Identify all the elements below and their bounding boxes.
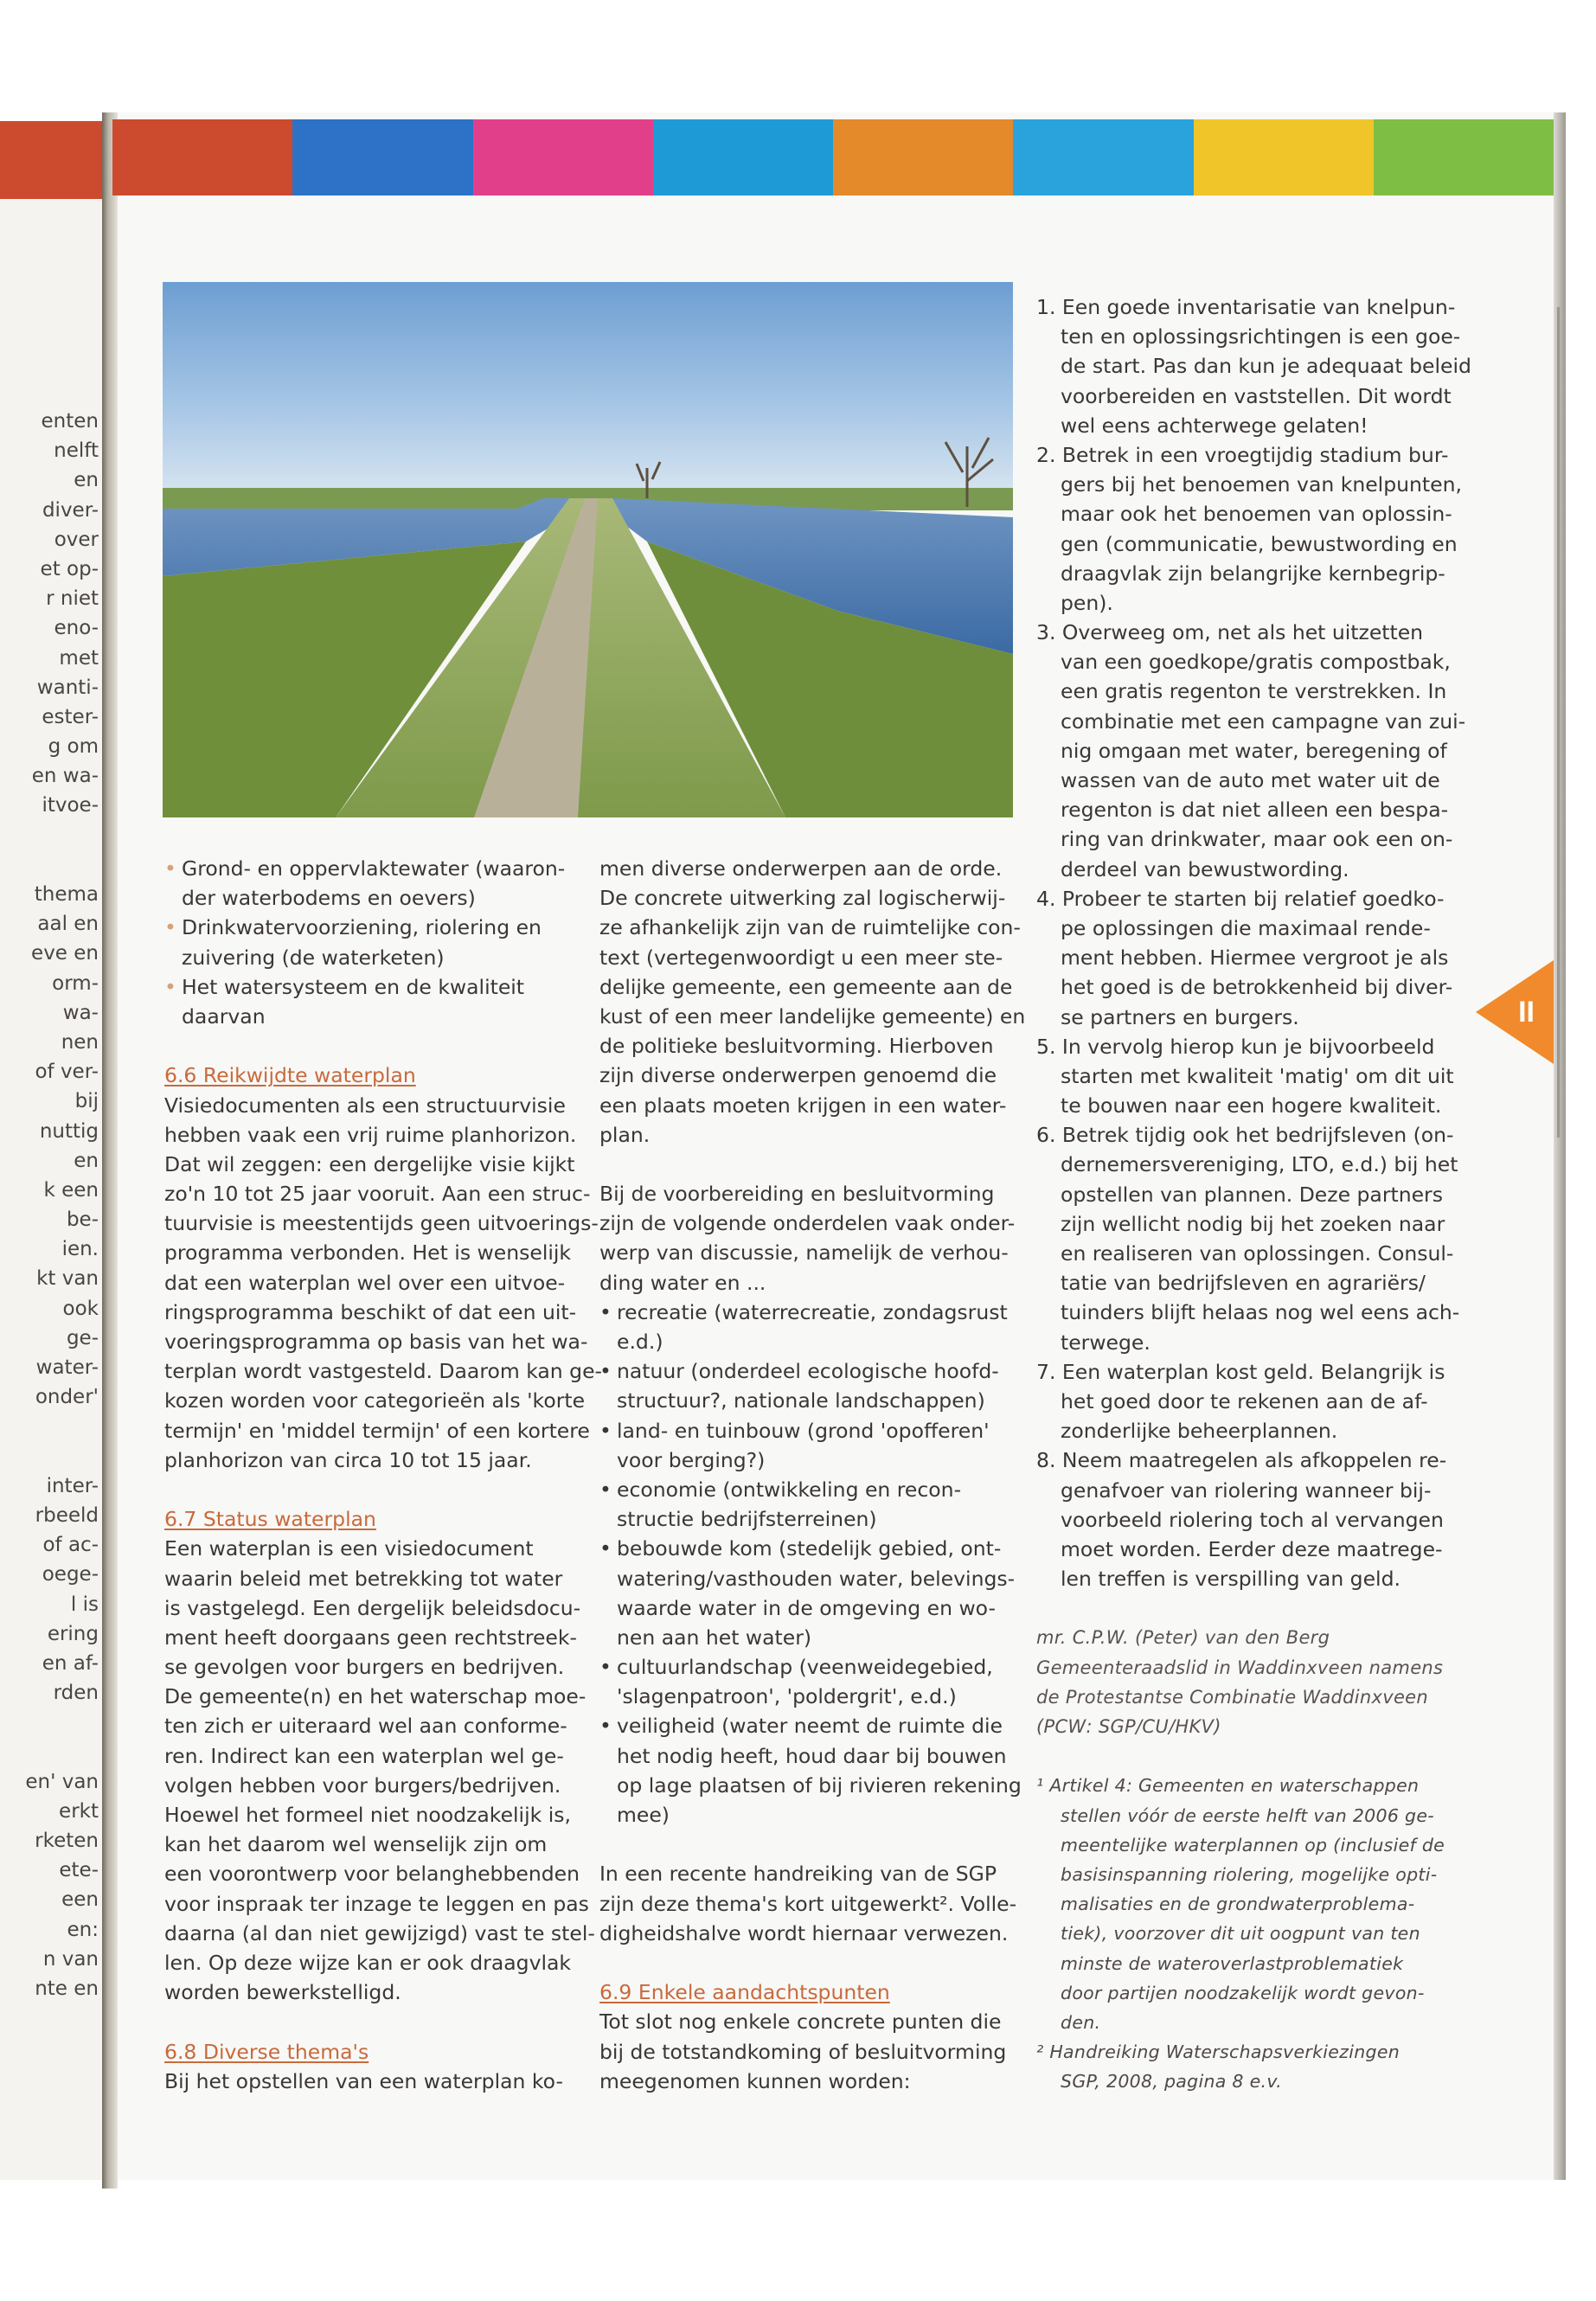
- left-page-line: eno-: [54, 617, 99, 640]
- bullet-text: economie (ontwikkeling en recon-: [617, 1477, 962, 1502]
- numbered-item-line: len treffen is verspilling van geld.: [1061, 1567, 1401, 1592]
- paragraph-line: text (vertegenwoordigt u een meer ste-: [599, 945, 1003, 970]
- color-band: [653, 119, 833, 195]
- bullet-marker: •: [599, 1655, 612, 1680]
- left-page-line: eve en: [31, 942, 99, 965]
- footnote-line: basisinspanning riolering, mogelijke opti-: [1061, 1863, 1438, 1885]
- numbered-item-line: zonderlijke beheerplannen.: [1061, 1419, 1338, 1444]
- footnote-line: tiek), voorzover dit uit oogpunt van ten: [1061, 1923, 1420, 1945]
- numbered-item-line: zijn wellicht nodig bij het zoeken naar: [1061, 1211, 1445, 1236]
- chapter-tab-label: II: [1518, 996, 1535, 1029]
- paragraph-line: waarin beleid met betrekking tot water: [164, 1566, 563, 1591]
- page-edge-shadow: [1554, 112, 1566, 2180]
- bullet-line: [599, 1298, 1015, 1327]
- bullet-line: [599, 1416, 1015, 1445]
- paragraph-line: ren. Indirect kan een waterplan wel ge-: [164, 1743, 564, 1768]
- section-heading-6-8: 6.8 Diverse thema's: [164, 2039, 369, 2064]
- paragraph-line: programma verbonden. Het is wenselijk: [164, 1240, 572, 1266]
- color-band: [1013, 119, 1193, 195]
- footnote-line: malisaties en de grondwaterproblema-: [1061, 1894, 1415, 1915]
- paragraph-line: een voorontwerp voor belanghebbenden: [164, 1862, 580, 1887]
- bullet-line: [599, 1564, 1015, 1593]
- bullet-text: Grond- en oppervlaktewater (waaron-: [182, 856, 566, 881]
- paragraph-line: Bij het opstellen van een waterplan ko-: [164, 2068, 563, 2093]
- left-page-line: bij: [74, 1090, 99, 1113]
- left-page-line: n van: [42, 1947, 99, 1971]
- numbered-item-line: genafvoer van riolering wanneer bij-: [1061, 1477, 1432, 1503]
- numbered-item-line: de start. Pas dan kun je adequaat beleid: [1061, 354, 1471, 379]
- paragraph-line: ringsprogramma beschikt of dat een uit-: [164, 1299, 577, 1324]
- bullet-line: [599, 1386, 1015, 1415]
- bullet-marker: •: [599, 1477, 612, 1502]
- numbered-item-line: te bouwen naar een hogere kwaliteit.: [1061, 1093, 1442, 1118]
- bullet-text: structie bedrijfsterreinen): [617, 1507, 877, 1532]
- left-page-line: een: [61, 1888, 99, 1912]
- numbered-item-line: combinatie met een campagne van zui-: [1061, 708, 1466, 734]
- numbered-item-line: maar ook het benoemen van oplossin-: [1061, 502, 1452, 527]
- left-page-line: rden: [53, 1682, 99, 1705]
- text-column-1: [164, 854, 603, 2096]
- footnote-line: door partijen noodzakelijk wordt gevon-: [1061, 1982, 1425, 2003]
- bullet-text: zuivering (de waterketen): [182, 945, 445, 970]
- bullet-text: land- en tuinbouw (grond 'opofferen': [617, 1418, 990, 1443]
- left-page-line: [3, 850, 99, 880]
- left-page-line: rketen: [35, 1830, 99, 1852]
- paragraph-line: volgen hebben voor burgers/bedrijven.: [164, 1772, 561, 1798]
- bullet-text: waarde water in de omgeving en wo-: [617, 1595, 996, 1620]
- paragraph-line: bij de totstandkoming of besluitvorming: [599, 2039, 1007, 2064]
- paragraph-line: Visiedocumenten als een structuurvisie: [164, 1093, 566, 1118]
- paragraph-line: len. Op deze wijze kan er ook draagvlak: [164, 1950, 572, 1975]
- left-page-line: inter-: [46, 1474, 99, 1497]
- numbered-item-line: wel eens achterwege gelaten!: [1061, 413, 1368, 438]
- numbered-item-line: ring van drinkwater, maar ook een on-: [1061, 827, 1453, 852]
- left-page-line: ge-: [66, 1326, 99, 1349]
- color-band: [1194, 119, 1374, 195]
- signature-line: (PCW: SGP/CU/HKV): [1036, 1716, 1221, 1737]
- bullet-marker: •: [164, 856, 176, 881]
- paragraph-line: kust of een meer landelijke gemeente) en: [599, 1003, 1026, 1029]
- bullet-text: op lage plaatsen of bij rivieren rekening: [617, 1772, 1022, 1798]
- bullet-marker: •: [599, 1359, 612, 1384]
- numbered-item-line: gen (communicatie, bewustwording en: [1061, 531, 1458, 556]
- left-page-line: water-: [35, 1356, 99, 1379]
- bullet-text: cultuurlandschap (veenweidegebied,: [617, 1655, 993, 1680]
- numbered-item-line: ment hebben. Hiermee vergroot je als: [1061, 945, 1449, 971]
- paragraph-line: dat een waterplan wel over een uitvoe-: [164, 1270, 566, 1295]
- numbered-item-line: 4. Probeer te starten bij relatief goedko-: [1036, 886, 1445, 911]
- paragraph-line: voor inspraak ter inzage te leggen en pas: [164, 1891, 589, 1916]
- numbered-item-line: ten en oplossingsrichtingen is een goe-: [1061, 324, 1461, 349]
- bullet-text: bebouwde kom (stedelijk gebied, ont-: [617, 1536, 1002, 1561]
- bullet-line: [599, 1356, 1015, 1386]
- paragraph-line: daarna (al dan niet gewijzigd) vast te stel-: [164, 1920, 595, 1945]
- bullet-text: het nodig heeft, houd daar bij bouwen: [617, 1743, 1007, 1768]
- paragraph-gap: [599, 1830, 1015, 1859]
- color-band: [112, 119, 292, 195]
- left-page-line: diver-: [42, 498, 99, 522]
- bullet-text: voor berging?): [617, 1447, 766, 1472]
- left-page-edge: [0, 121, 102, 2180]
- paragraph-line: ze afhankelijk zijn van de ruimtelijke con-: [599, 915, 1021, 940]
- footnote-line: ² Handreiking Waterschapsverkiezingen: [1036, 2041, 1401, 2063]
- text-column-2: [599, 854, 1026, 2096]
- left-page-line: of ac-: [42, 1534, 99, 1557]
- bullet-line: [599, 1445, 1015, 1475]
- color-band: [1374, 119, 1554, 195]
- numbered-item-line: het goed is de betrokkenheid bij diver-: [1061, 975, 1453, 1000]
- left-page-line: onder': [35, 1386, 99, 1409]
- numbered-item-line: 8. Neem maatregelen als afkoppelen re-: [1036, 1448, 1447, 1473]
- left-page-line: be-: [66, 1208, 99, 1232]
- paragraph-gap: [1036, 1741, 1452, 1771]
- bullet-text: Drinkwatervoorziening, riolering en: [182, 915, 542, 940]
- paragraph-line: Hoewel het formeel niet noodzakelijk is,: [164, 1803, 571, 1827]
- bullet-line: [164, 943, 571, 972]
- bullet-marker: •: [599, 1299, 612, 1324]
- numbered-item-line: moet worden. Eerder deze maatrege-: [1061, 1536, 1443, 1561]
- paragraph-gap: [164, 2007, 571, 2036]
- color-band: [292, 119, 472, 195]
- bullet-text: recreatie (waterrecreatie, zondagsrust: [617, 1299, 1008, 1324]
- left-page-line: [3, 1442, 99, 1471]
- signature-line: de Protestantse Combinatie Waddinxveen: [1036, 1686, 1429, 1708]
- paragraph-line: de politieke besluitvorming. Hierboven: [599, 1034, 994, 1059]
- paragraph-line: meegenomen kunnen worden:: [599, 2068, 911, 2093]
- bullet-text: daarvan: [182, 1003, 266, 1029]
- bullet-marker: •: [164, 915, 176, 940]
- bullet-line: [164, 972, 571, 1002]
- left-page-line: itvoe-: [42, 794, 99, 817]
- bullet-line: [599, 1652, 1015, 1682]
- paragraph-line: men diverse onderwerpen aan de orde.: [599, 856, 1003, 881]
- margin-rule: [1557, 307, 1560, 1138]
- bullet-line: [599, 1534, 1015, 1563]
- bullet-text: veiligheid (water neemt de ruimte die: [617, 1714, 1003, 1739]
- paragraph-line: tuurvisie is meestentijds geen uitvoerings-: [164, 1211, 599, 1236]
- numbered-item-line: en realiseren van oplossingen. Consul-: [1061, 1241, 1454, 1266]
- numbered-item-line: starten met kwaliteit 'matig' om dit uit: [1061, 1063, 1454, 1088]
- left-page-line: erkt: [59, 1799, 99, 1823]
- left-page-line: kt van: [36, 1267, 99, 1291]
- footnote-line: den.: [1061, 2011, 1101, 2033]
- left-page-line: en: [74, 1149, 99, 1172]
- paragraph-gap: [599, 1150, 1015, 1179]
- paragraph-line: werp van discussie, namelijk de verhou-: [599, 1240, 1009, 1266]
- bullet-marker: •: [599, 1418, 612, 1443]
- left-page-color-edge: [0, 121, 102, 199]
- left-page-line: orm-: [52, 971, 99, 995]
- footnote-line: stellen vóór de eerste helft van 2006 ge-: [1061, 1804, 1434, 1826]
- numbered-item-line: draagvlak zijn belangrijke kernbegrip-: [1061, 561, 1445, 586]
- bullet-text: 'slagenpatroon', 'poldergrit', e.d.): [617, 1684, 957, 1709]
- numbered-item-line: regenton is dat niet alleen een bespa-: [1061, 798, 1449, 823]
- bullet-text: natuur (onderdeel ecologische hoofd-: [617, 1359, 999, 1384]
- numbered-item-line: dernemersvereniging, LTO, e.d.) bij het: [1061, 1152, 1458, 1177]
- left-page-line: wa-: [62, 1001, 99, 1024]
- paragraph-line: delijke gemeente, een gemeente aan de: [599, 974, 1013, 999]
- left-page-line: ook: [62, 1297, 99, 1320]
- numbered-item-line: se partners en burgers.: [1061, 1004, 1299, 1029]
- color-strip: [112, 119, 1554, 195]
- chapter-tab-arrow: [1476, 960, 1554, 1064]
- section-heading-6-6: 6.6 Reikwijdte waterplan: [164, 1063, 416, 1088]
- paragraph-line: hebben vaak een vrij ruime planhorizon.: [164, 1122, 577, 1147]
- left-page-line: ering: [47, 1622, 99, 1645]
- left-page-line: ete-: [59, 1859, 99, 1882]
- paragraph-line: is vastgelegd. Een dergelijk beleidsdocu-: [164, 1595, 581, 1620]
- left-page-line: [3, 1412, 99, 1441]
- bullet-text: watering/vasthouden water, belevings-: [617, 1566, 1016, 1591]
- bullet-line: [599, 1800, 1015, 1830]
- left-page-line: nte en: [35, 1977, 99, 2000]
- left-page-line: enten: [41, 410, 99, 433]
- paragraph-line: ment heeft doorgaans geen rechtstreek-: [164, 1625, 577, 1650]
- bullet-line: [599, 1327, 1015, 1356]
- signature-line: Gemeenteraadslid in Waddinxveen namens: [1036, 1657, 1444, 1678]
- bullet-line: [164, 883, 571, 913]
- bullet-line: [599, 1623, 1015, 1652]
- bullet-line: [164, 1002, 571, 1031]
- landscape-photo: [163, 282, 1013, 817]
- left-page-text: [3, 407, 99, 2003]
- paragraph-gap: [1036, 1593, 1452, 1623]
- paragraph-line: worden bewerkstelligd.: [164, 1980, 401, 2005]
- paragraph-line: termijn' en 'middel termijn' of een kortere: [164, 1418, 590, 1443]
- paragraph-line: De concrete uitwerking zal logischerwij-: [599, 886, 1006, 911]
- numbered-item-line: pe oplossingen die maximaal rende-: [1061, 915, 1431, 940]
- paragraph-gap: [164, 1475, 571, 1504]
- footnote-line: SGP, 2008, pagina 8 e.v.: [1061, 2071, 1282, 2093]
- bullet-line: [599, 1475, 1015, 1504]
- numbered-item-line: tatie van bedrijfsleven en agrariërs/: [1061, 1271, 1426, 1296]
- numbered-item-line: 1. Een goede inventarisatie van knelpun-: [1036, 295, 1456, 319]
- left-page-line: nuttig: [39, 1119, 99, 1143]
- color-band: [473, 119, 653, 195]
- left-page-line: en wa-: [31, 765, 99, 788]
- paragraph-line: se gevolgen voor burgers en bedrijven.: [164, 1655, 565, 1680]
- bullet-line: [599, 1504, 1015, 1534]
- left-page-line: k een: [43, 1178, 99, 1202]
- numbered-item-line: van een goedkope/gratis compostbak,: [1061, 650, 1451, 675]
- paragraph-line: ten zich er uiteraard wel aan conforme-: [164, 1714, 567, 1739]
- paragraph-line: terplan wordt vastgesteld. Daarom kan ge-: [164, 1359, 603, 1384]
- paragraph-line: voeringsprogramma op basis van het wa-: [164, 1330, 588, 1354]
- numbered-item-line: 3. Overweeg om, net als het uitzetten: [1036, 620, 1424, 645]
- left-page-line: nelft: [54, 439, 99, 463]
- paragraph-line: Een waterplan is een visiedocument: [164, 1536, 534, 1561]
- paragraph-line: Tot slot nog enkele concrete punten die: [599, 2009, 1002, 2035]
- bullet-line: [599, 1682, 1015, 1711]
- paragraph-line: kozen worden voor categorieën als 'korte: [164, 1388, 586, 1413]
- numbered-item-line: voorbeeld riolering toch al vervangen: [1061, 1507, 1444, 1532]
- bullet-text: e.d.): [617, 1330, 663, 1354]
- bullet-line: [599, 1593, 1015, 1623]
- numbered-item-line: tuinders blijft helaas nog wel eens ach-: [1061, 1300, 1460, 1325]
- bullet-text: mee): [617, 1803, 670, 1827]
- bullet-line: [164, 913, 571, 942]
- paragraph-line: een plaats moeten krijgen in een water-: [599, 1093, 1007, 1118]
- paragraph-line: zijn diverse onderwerpen genoemd die: [599, 1063, 997, 1088]
- numbered-item-line: nig omgaan met water, beregening of: [1061, 738, 1447, 763]
- left-page-line: ester-: [42, 705, 99, 728]
- paragraph-line: zijn de volgende onderdelen vaak onder-: [599, 1211, 1016, 1236]
- paragraph-gap: [599, 1948, 1015, 1977]
- bullet-line: [599, 1771, 1022, 1800]
- paragraph-gap: [164, 1031, 571, 1061]
- left-page-line: [3, 1737, 99, 1766]
- paragraph-line: planhorizon van circa 10 tot 15 jaar.: [164, 1447, 532, 1472]
- bullet-marker: •: [164, 974, 176, 999]
- section-heading-6-9: 6.9 Enkele aandachtspunten: [599, 1980, 890, 2005]
- left-page-line: met: [59, 646, 99, 670]
- paragraph-line: De gemeente(n) en het waterschap moe-: [164, 1684, 586, 1709]
- footnote-line: meentelijke waterplannen op (inclusief de: [1061, 1834, 1445, 1856]
- numbered-item-line: derdeel van bewustwording.: [1061, 856, 1349, 881]
- paragraph-line: digheidshalve wordt hiernaar verwezen.: [599, 1920, 1009, 1945]
- paragraph-line: ding water en ...: [599, 1270, 766, 1295]
- left-page-line: aal en: [37, 913, 99, 936]
- left-page-line: [3, 1708, 99, 1737]
- text-column-3: [1036, 292, 1471, 2096]
- bullet-line: [164, 854, 571, 883]
- numbered-item-line: gers bij het benoemen van knelpunten,: [1061, 472, 1462, 497]
- bullet-line: [599, 1711, 1015, 1740]
- left-page-line: [3, 821, 99, 850]
- left-page-line: et op-: [40, 557, 99, 580]
- numbered-item-line: 2. Betrek in een vroegtijdig stadium bur-: [1036, 442, 1449, 467]
- left-page-line: ien.: [61, 1238, 99, 1261]
- paragraph-line: Bij de voorbereiding en besluitvorming: [599, 1182, 995, 1207]
- paragraph-line: zijn deze thema's kort uitgewerkt². Volle-: [599, 1891, 1017, 1916]
- numbered-item-line: een gratis regenton te verstrekken. In: [1061, 679, 1447, 704]
- numbered-item-line: opstellen van plannen. Deze partners: [1061, 1182, 1443, 1207]
- numbered-item-line: terwege.: [1061, 1330, 1151, 1355]
- bullet-text: der waterbodems en oevers): [182, 886, 476, 911]
- left-page-line: oege-: [42, 1563, 99, 1586]
- numbered-item-line: voorbereiden en vaststellen. Dit wordt: [1061, 383, 1452, 408]
- left-page-line: l is: [70, 1593, 99, 1616]
- left-page-line: en' van: [25, 1770, 99, 1793]
- numbered-item-line: 5. In vervolg hierop kun je bijvoorbeeld: [1036, 1034, 1435, 1059]
- paragraph-line: plan.: [599, 1122, 651, 1147]
- paragraph-line: kan het daarom wel wenselijk zijn om: [164, 1832, 548, 1857]
- numbered-item-line: 7. Een waterplan kost geld. Belangrijk is: [1036, 1359, 1445, 1384]
- left-page-line: rbeeld: [35, 1503, 99, 1527]
- bullet-marker: •: [599, 1714, 612, 1739]
- section-heading-6-7: 6.7 Status waterplan: [164, 1507, 376, 1532]
- bullet-marker: •: [599, 1536, 612, 1561]
- left-page-line: of ver-: [35, 1061, 99, 1084]
- footnote-line: minste de wateroverlastproblematiek: [1061, 1952, 1404, 1974]
- chapter-tab: [1476, 960, 1554, 1064]
- paragraph-line: zo'n 10 tot 25 jaar vooruit. Aan een struc-: [164, 1182, 591, 1207]
- bullet-text: nen aan het water): [617, 1625, 812, 1650]
- bullet-text: structuur?, nationale landschappen): [617, 1388, 985, 1413]
- left-page-line: en af-: [42, 1651, 99, 1675]
- numbered-item-line: wassen van de auto met water uit de: [1061, 768, 1440, 792]
- left-page-line: r niet: [46, 587, 99, 611]
- left-page-line: thema: [34, 883, 99, 906]
- numbered-item-line: pen).: [1061, 590, 1113, 615]
- bullet-text: Het watersysteem en de kwaliteit: [182, 974, 525, 999]
- bullet-line: [599, 1741, 1015, 1771]
- paragraph-line: In een recente handreiking van de SGP: [599, 1862, 997, 1887]
- left-page-line: en: [74, 469, 99, 492]
- numbered-item-line: 6. Betrek tijdig ook het bedrijfsleven (on-: [1036, 1123, 1454, 1148]
- book-spine: [102, 112, 118, 2189]
- footnote-line: ¹ Artikel 4: Gemeenten en waterschappen: [1036, 1775, 1420, 1797]
- signature-line: mr. C.P.W. (Peter) van den Berg: [1036, 1627, 1330, 1649]
- numbered-item-line: het goed door te rekenen aan de af-: [1061, 1388, 1428, 1413]
- left-page-line: en:: [67, 1918, 99, 1941]
- color-band: [833, 119, 1013, 195]
- left-page-line: nen: [61, 1030, 99, 1054]
- paragraph-line: Dat wil zeggen: een dergelijke visie kijkt: [164, 1151, 575, 1176]
- left-page-line: over: [54, 528, 99, 551]
- left-page-line: g om: [48, 735, 99, 759]
- left-page-line: wanti-: [36, 676, 99, 699]
